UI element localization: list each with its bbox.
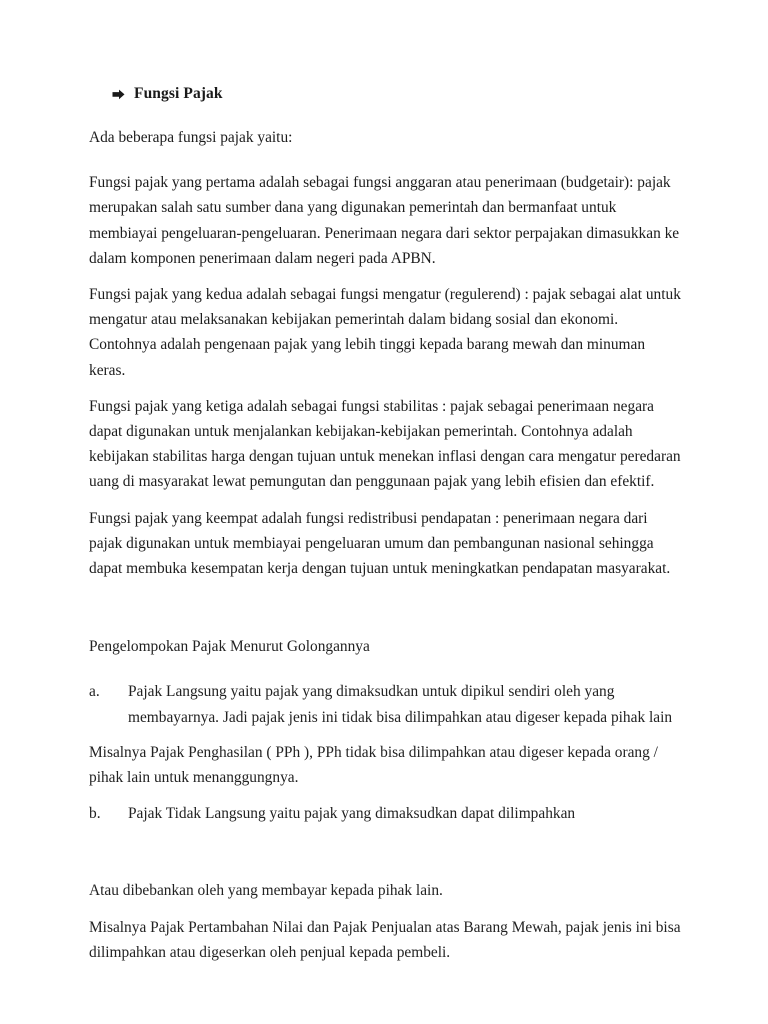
- spacer: [89, 496, 681, 506]
- spacer: [89, 384, 681, 394]
- list-item-text: Pajak Tidak Langsung yaitu pajak yang dimaksudkan dapat dilimpahkan: [128, 805, 576, 823]
- paragraph-fungsi-redistribusi: Fungsi pajak yang keempat adalah fungsi redistribusi pendapatan : penerimaan negara dari pajak digunakan untuk membiayai pengeluaran umum dan pembangunan nasional sehingga dapat membuka kesempatan kerja dengan tujuan untuk meningkatkan pendapatan masyarakat.: [89, 509, 671, 578]
- spacer: [89, 272, 681, 282]
- list-item-pajak-tidak-langsung: [89, 801, 681, 826]
- paragraph-contoh-pajak-langsung: Misalnya Pajak Penghasilan ( PPh ), PPh tidak bisa dilimpahkan atau digeser kepada orang / pihak lain untuk menanggungnya.: [89, 743, 658, 787]
- spacer: [89, 660, 681, 679]
- list-marker: b.: [89, 805, 101, 823]
- spacer: [89, 582, 681, 634]
- spacer: [89, 151, 681, 170]
- spacer: [89, 905, 681, 915]
- paragraph-atau-dibebankan: Atau dibebankan oleh yang membayar kepada pihak lain.: [89, 882, 443, 900]
- spacer: [89, 730, 681, 740]
- intro-paragraph: Ada beberapa fungsi pajak yaitu:: [89, 129, 293, 146]
- paragraph-fungsi-stabilitas: Fungsi pajak yang ketiga adalah sebagai fungsi stabilitas : pajak sebagai penerimaan negara dapat digunakan untuk menjalankan kebijakan-kebijakan pemerintah. Contohnya adalah kebijakan stabilitas harga dengan tujuan untuk menekan inflasi dengan cara mengatur peredaran uang di masyarakat lewat pemungutan dan penggunaan pajak yang lebih efisien dan efektif.: [89, 397, 681, 491]
- spacer: [89, 791, 681, 801]
- document-body: [89, 84, 681, 966]
- list-item-text: Pajak Langsung yaitu pajak yang dimaksudkan untuk dipikul sendiri oleh yang membayarnya. Jadi pajak jenis ini tidak bisa dilimpahkan atau digeser kepada pihak lain: [128, 683, 673, 726]
- spacer: [89, 826, 681, 878]
- section-pengelompokan-pajak: [89, 634, 681, 965]
- paragraph-fungsi-mengatur: Fungsi pajak yang kedua adalah sebagai fungsi mengatur (regulerend) : pajak sebagai alat untuk mengatur atau melaksanakan kebijakan pemerintah dalam bidang sosial dan ekonomi. Contohnya adalah pengenaan pajak yang lebih tinggi kepada barang mewah dan minuman keras.: [89, 286, 681, 379]
- subsection-heading-pengelompokan: Pengelompokan Pajak Menurut Golongannya: [89, 638, 370, 656]
- paragraph-contoh-pajak-tidak-langsung: Misalnya Pajak Pertambahan Nilai dan Pajak Penjualan atas Barang Mewah, pajak jenis ini bisa dilimpahkan atau digeserkan oleh penjual kepada pembeli.: [89, 918, 681, 961]
- paragraph-fungsi-anggaran: Fungsi pajak yang pertama adalah sebagai fungsi anggaran atau penerimaan (budgetair): pajak merupakan salah satu sumber dana yang digunakan pemerintah dan bermanfaat untuk membiayai pengeluaran-pengeluaran. Penerimaan negara dari sektor perpajakan dimasukkan ke dalam komponen penerimaan dalam negeri pada APBN.: [89, 174, 680, 267]
- list-marker: a.: [89, 683, 100, 701]
- heading-label: Fungsi Pajak: [134, 85, 223, 102]
- section-heading-fungsi-pajak: [89, 84, 681, 104]
- arrow-bullet-icon: [112, 84, 126, 104]
- list-item-pajak-langsung: [89, 679, 681, 729]
